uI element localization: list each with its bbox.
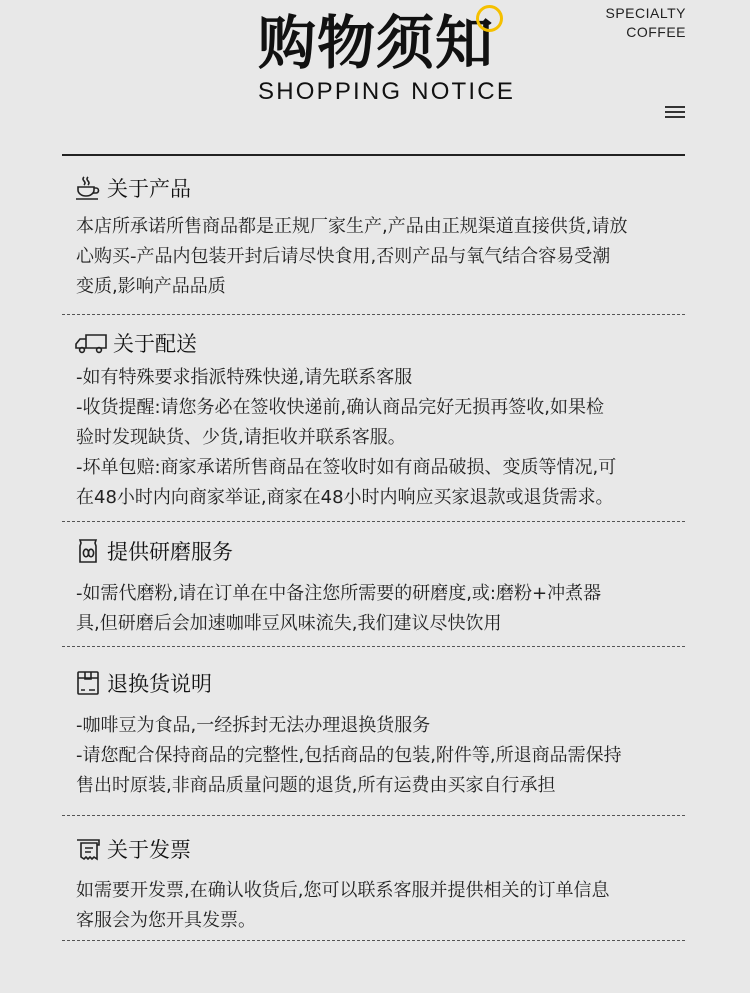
dashed-divider — [62, 314, 685, 315]
section-heading — [74, 834, 191, 864]
section-heading — [74, 668, 212, 698]
package-box-icon — [74, 669, 102, 697]
hamburger-menu-icon[interactable] — [665, 106, 685, 120]
body-line: -如需代磨粉,请在订单在中备注您所需要的研磨度,或:磨粉+冲煮器 — [76, 583, 602, 604]
accent-ring-decoration — [476, 5, 503, 32]
body-line: 心购买-产品内包装开封后请尽快食用,否则产品与氧气结合容易受潮 — [76, 246, 611, 267]
body-line: 客服会为您开具发票。 — [76, 910, 256, 931]
dashed-divider — [62, 815, 685, 816]
specialty-line-1: SPECIALTY — [605, 5, 686, 21]
section-heading — [74, 536, 233, 566]
specialty-line-2: COFFEE — [626, 24, 686, 40]
section-title: 退换货说明 — [107, 672, 212, 696]
section-body — [76, 363, 680, 513]
invoice-receipt-icon — [74, 835, 102, 863]
page-title: 购物须知 — [258, 9, 495, 77]
body-line: 售出时原装,非商品质量问题的退货,所有运费由买家自行承担 — [76, 775, 556, 796]
section-body — [76, 711, 680, 801]
dashed-divider — [62, 940, 685, 941]
body-line: 验时发现缺货、少货,请拒收并联系客服。 — [76, 427, 406, 448]
section-title: 关于产品 — [107, 177, 191, 201]
page-header — [0, 0, 750, 160]
header-divider — [62, 154, 685, 156]
body-line: 变质,影响产品品质 — [76, 276, 226, 297]
body-line: 在48小时内向商家举证,商家在48小时内响应买家退款或退货需求。 — [76, 487, 614, 508]
coffee-cup-icon — [74, 174, 102, 202]
specialty-coffee-tag — [606, 4, 687, 42]
section-body — [76, 579, 680, 639]
section-heading — [74, 328, 197, 358]
body-line: -如有特殊要求指派特殊快递,请先联系客服 — [76, 367, 413, 388]
coffee-bag-icon — [74, 537, 102, 565]
body-line: 如需要开发票,在确认收货后,您可以联系客服并提供相关的订单信息 — [76, 880, 610, 901]
dashed-divider — [62, 646, 685, 647]
delivery-truck-icon — [74, 329, 108, 357]
section-title: 提供研磨服务 — [107, 540, 233, 564]
body-line: 具,但研磨后会加速咖啡豆风味流失,我们建议尽快饮用 — [76, 613, 502, 634]
dashed-divider — [62, 521, 685, 522]
section-title: 关于配送 — [113, 332, 197, 356]
body-line: -咖啡豆为食品,一经拆封无法办理退换货服务 — [76, 715, 431, 736]
section-body — [76, 876, 680, 936]
body-line: -收货提醒:请您务必在签收快递前,确认商品完好无损再签收,如果检 — [76, 397, 604, 418]
body-line: -请您配合保持商品的完整性,包括商品的包装,附件等,所退商品需保持 — [76, 745, 622, 766]
body-line: 本店所承诺所售商品都是正规厂家生产,产品由正规渠道直接供货,请放 — [76, 216, 628, 237]
section-body — [76, 212, 680, 302]
page-subtitle: SHOPPING NOTICE — [258, 78, 516, 105]
section-title: 关于发票 — [107, 838, 191, 862]
body-line: -坏单包赔:商家承诺所售商品在签收时如有商品破损、变质等情况,可 — [76, 457, 617, 478]
section-heading — [74, 173, 191, 203]
